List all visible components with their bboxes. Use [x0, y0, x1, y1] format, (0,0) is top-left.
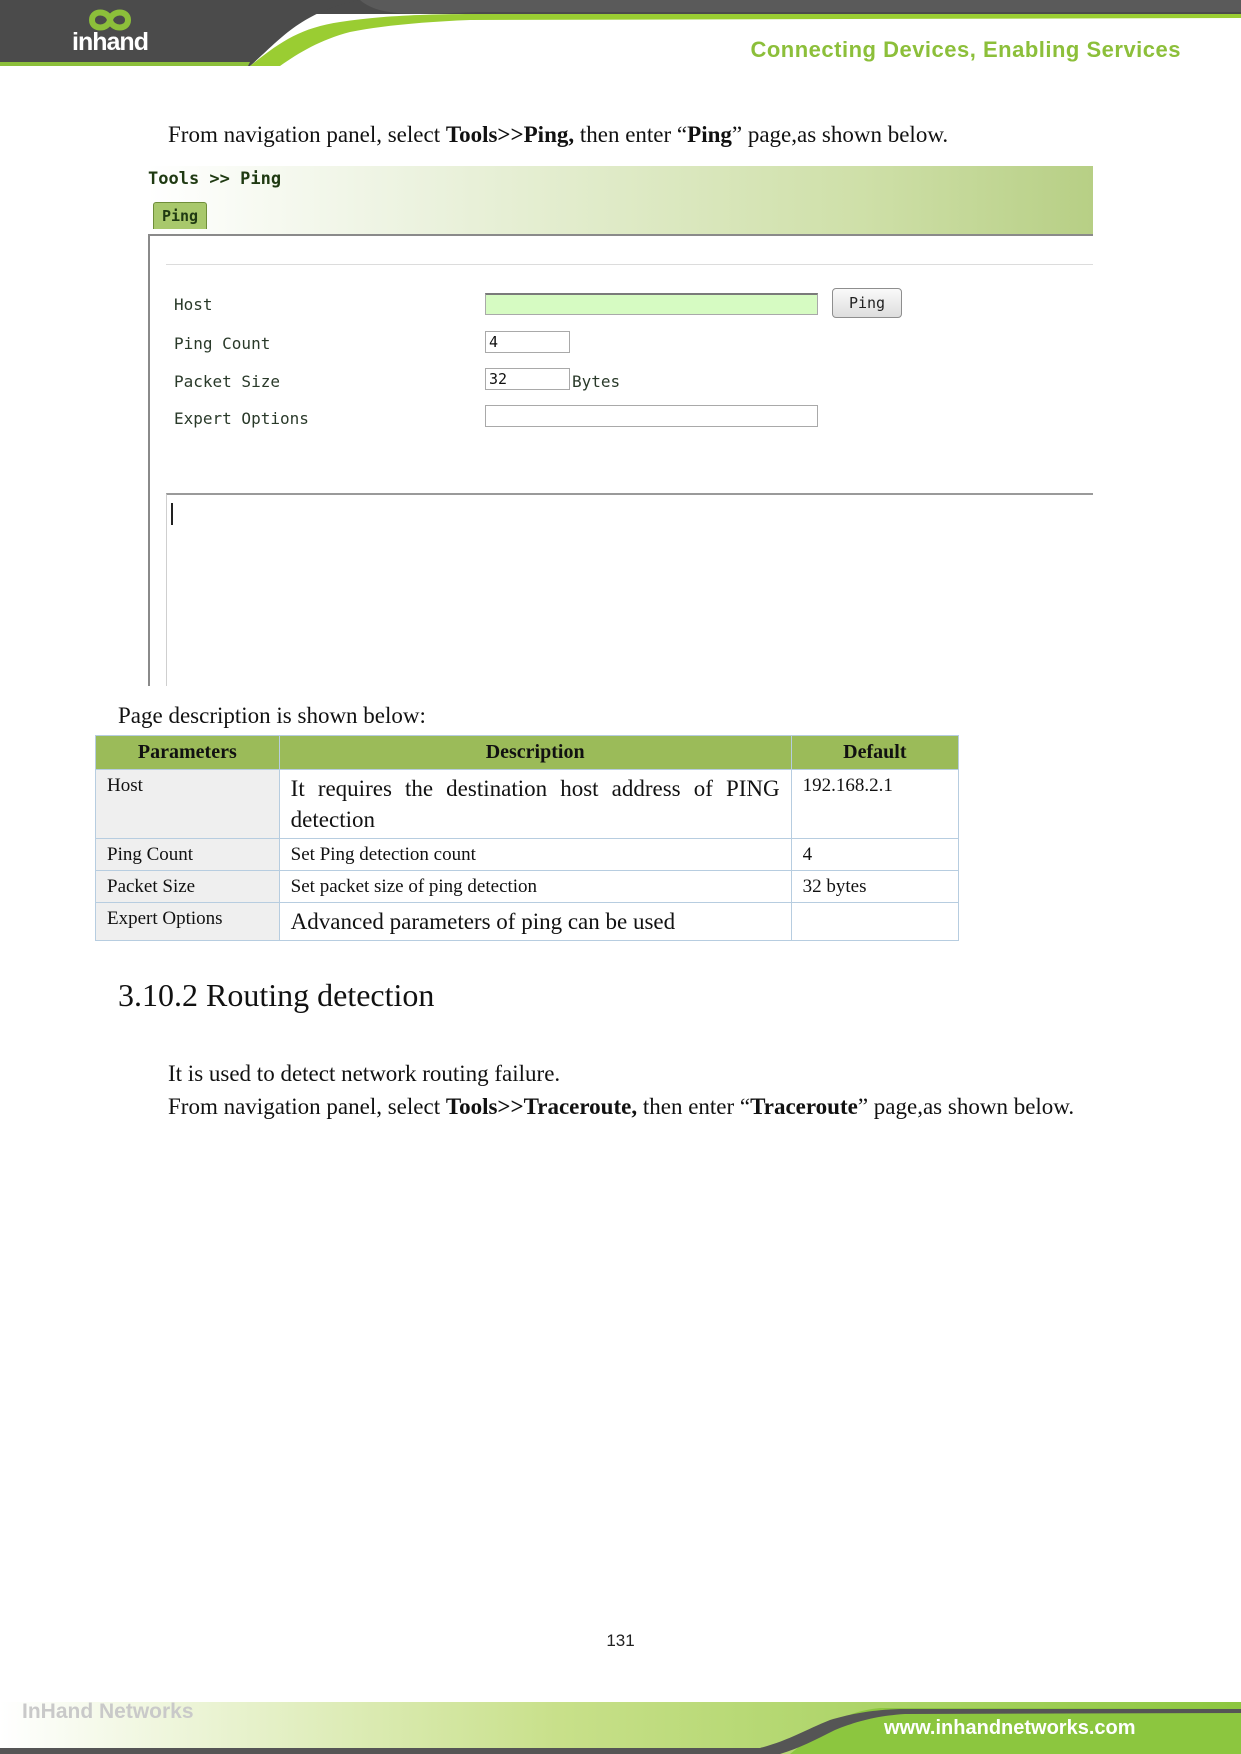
intro-path: Tools>>Ping,: [445, 122, 575, 147]
intro-middle: then enter “: [574, 122, 688, 147]
intro-paragraph: [168, 118, 948, 151]
header-slogan: Connecting Devices, Enabling Services: [750, 37, 1181, 62]
footer-company: InHand Networks: [22, 1700, 194, 1723]
default-cell: 192.168.2.1: [791, 770, 958, 839]
param-cell: Packet Size: [96, 871, 280, 903]
para2-prefix: From navigation panel, select: [168, 1094, 446, 1119]
header-default: Default: [791, 736, 958, 770]
ping-screenshot: [148, 166, 1093, 686]
desc-cell: Set Ping detection count: [279, 839, 791, 871]
intro-suffix: ” page,as shown below.: [731, 122, 949, 147]
form-divider: [166, 264, 1093, 265]
table-caption: Page description is shown below:: [118, 703, 426, 728]
expert-options-input[interactable]: [485, 405, 818, 427]
header-description: Description: [279, 736, 791, 770]
table-header-row: [96, 736, 959, 770]
table-row: [96, 770, 959, 839]
desc-cell: It requires the destination host address of PING detection: [279, 770, 791, 839]
page-header: [0, 0, 1241, 70]
default-cell: 4: [791, 839, 958, 871]
header-parameters: Parameters: [96, 736, 280, 770]
ping-breadcrumb: Tools >> Ping: [148, 169, 282, 189]
desc-cell: Set packet size of ping detection: [279, 871, 791, 903]
ping-button[interactable]: Ping: [832, 288, 902, 318]
packet-size-label: Packet Size: [174, 372, 280, 391]
ping-titlebar: [148, 166, 1093, 236]
section-paragraph-1: It is used to detect network routing failure.: [168, 1061, 561, 1086]
section-paragraph-2: [118, 1090, 1121, 1123]
para2-path: Tools>>Traceroute,: [445, 1094, 638, 1119]
parameter-table: [95, 735, 959, 941]
footer-url[interactable]: www.inhandnetworks.com: [884, 1717, 1136, 1739]
packet-size-input[interactable]: 32: [485, 368, 570, 390]
expert-options-label: Expert Options: [174, 409, 309, 428]
brand-name: inhand: [72, 28, 148, 56]
frame-border: [148, 234, 150, 686]
default-cell: [791, 903, 958, 941]
page-number: 131: [606, 1631, 635, 1650]
ping-count-label: Ping Count: [174, 334, 271, 353]
section-heading: 3.10.2 Routing detection: [118, 977, 435, 1013]
table-row: [96, 839, 959, 871]
host-input[interactable]: [485, 293, 818, 315]
text-caret: [171, 503, 173, 525]
param-cell: Expert Options: [96, 903, 280, 941]
intro-prefix: From navigation panel, select: [168, 122, 446, 147]
para2-page: Traceroute: [750, 1094, 858, 1119]
param-cell: Host: [96, 770, 280, 839]
param-cell: Ping Count: [96, 839, 280, 871]
default-cell: 32 bytes: [791, 871, 958, 903]
table-row: [96, 871, 959, 903]
para2-middle: then enter “: [637, 1094, 751, 1119]
frame-divider: [148, 234, 1093, 236]
para2-suffix: ” page,as shown below.: [857, 1094, 1075, 1119]
host-label: Host: [174, 295, 213, 314]
intro-page: Ping: [687, 122, 732, 147]
brand-logo: [70, 4, 150, 60]
table-row: [96, 903, 959, 941]
desc-cell: Advanced parameters of ping can be used: [279, 903, 791, 941]
ping-output-area[interactable]: [166, 493, 1093, 686]
tab-ping[interactable]: Ping: [153, 202, 207, 229]
packet-size-unit: Bytes: [572, 372, 621, 391]
ping-count-input[interactable]: 4: [485, 331, 570, 353]
